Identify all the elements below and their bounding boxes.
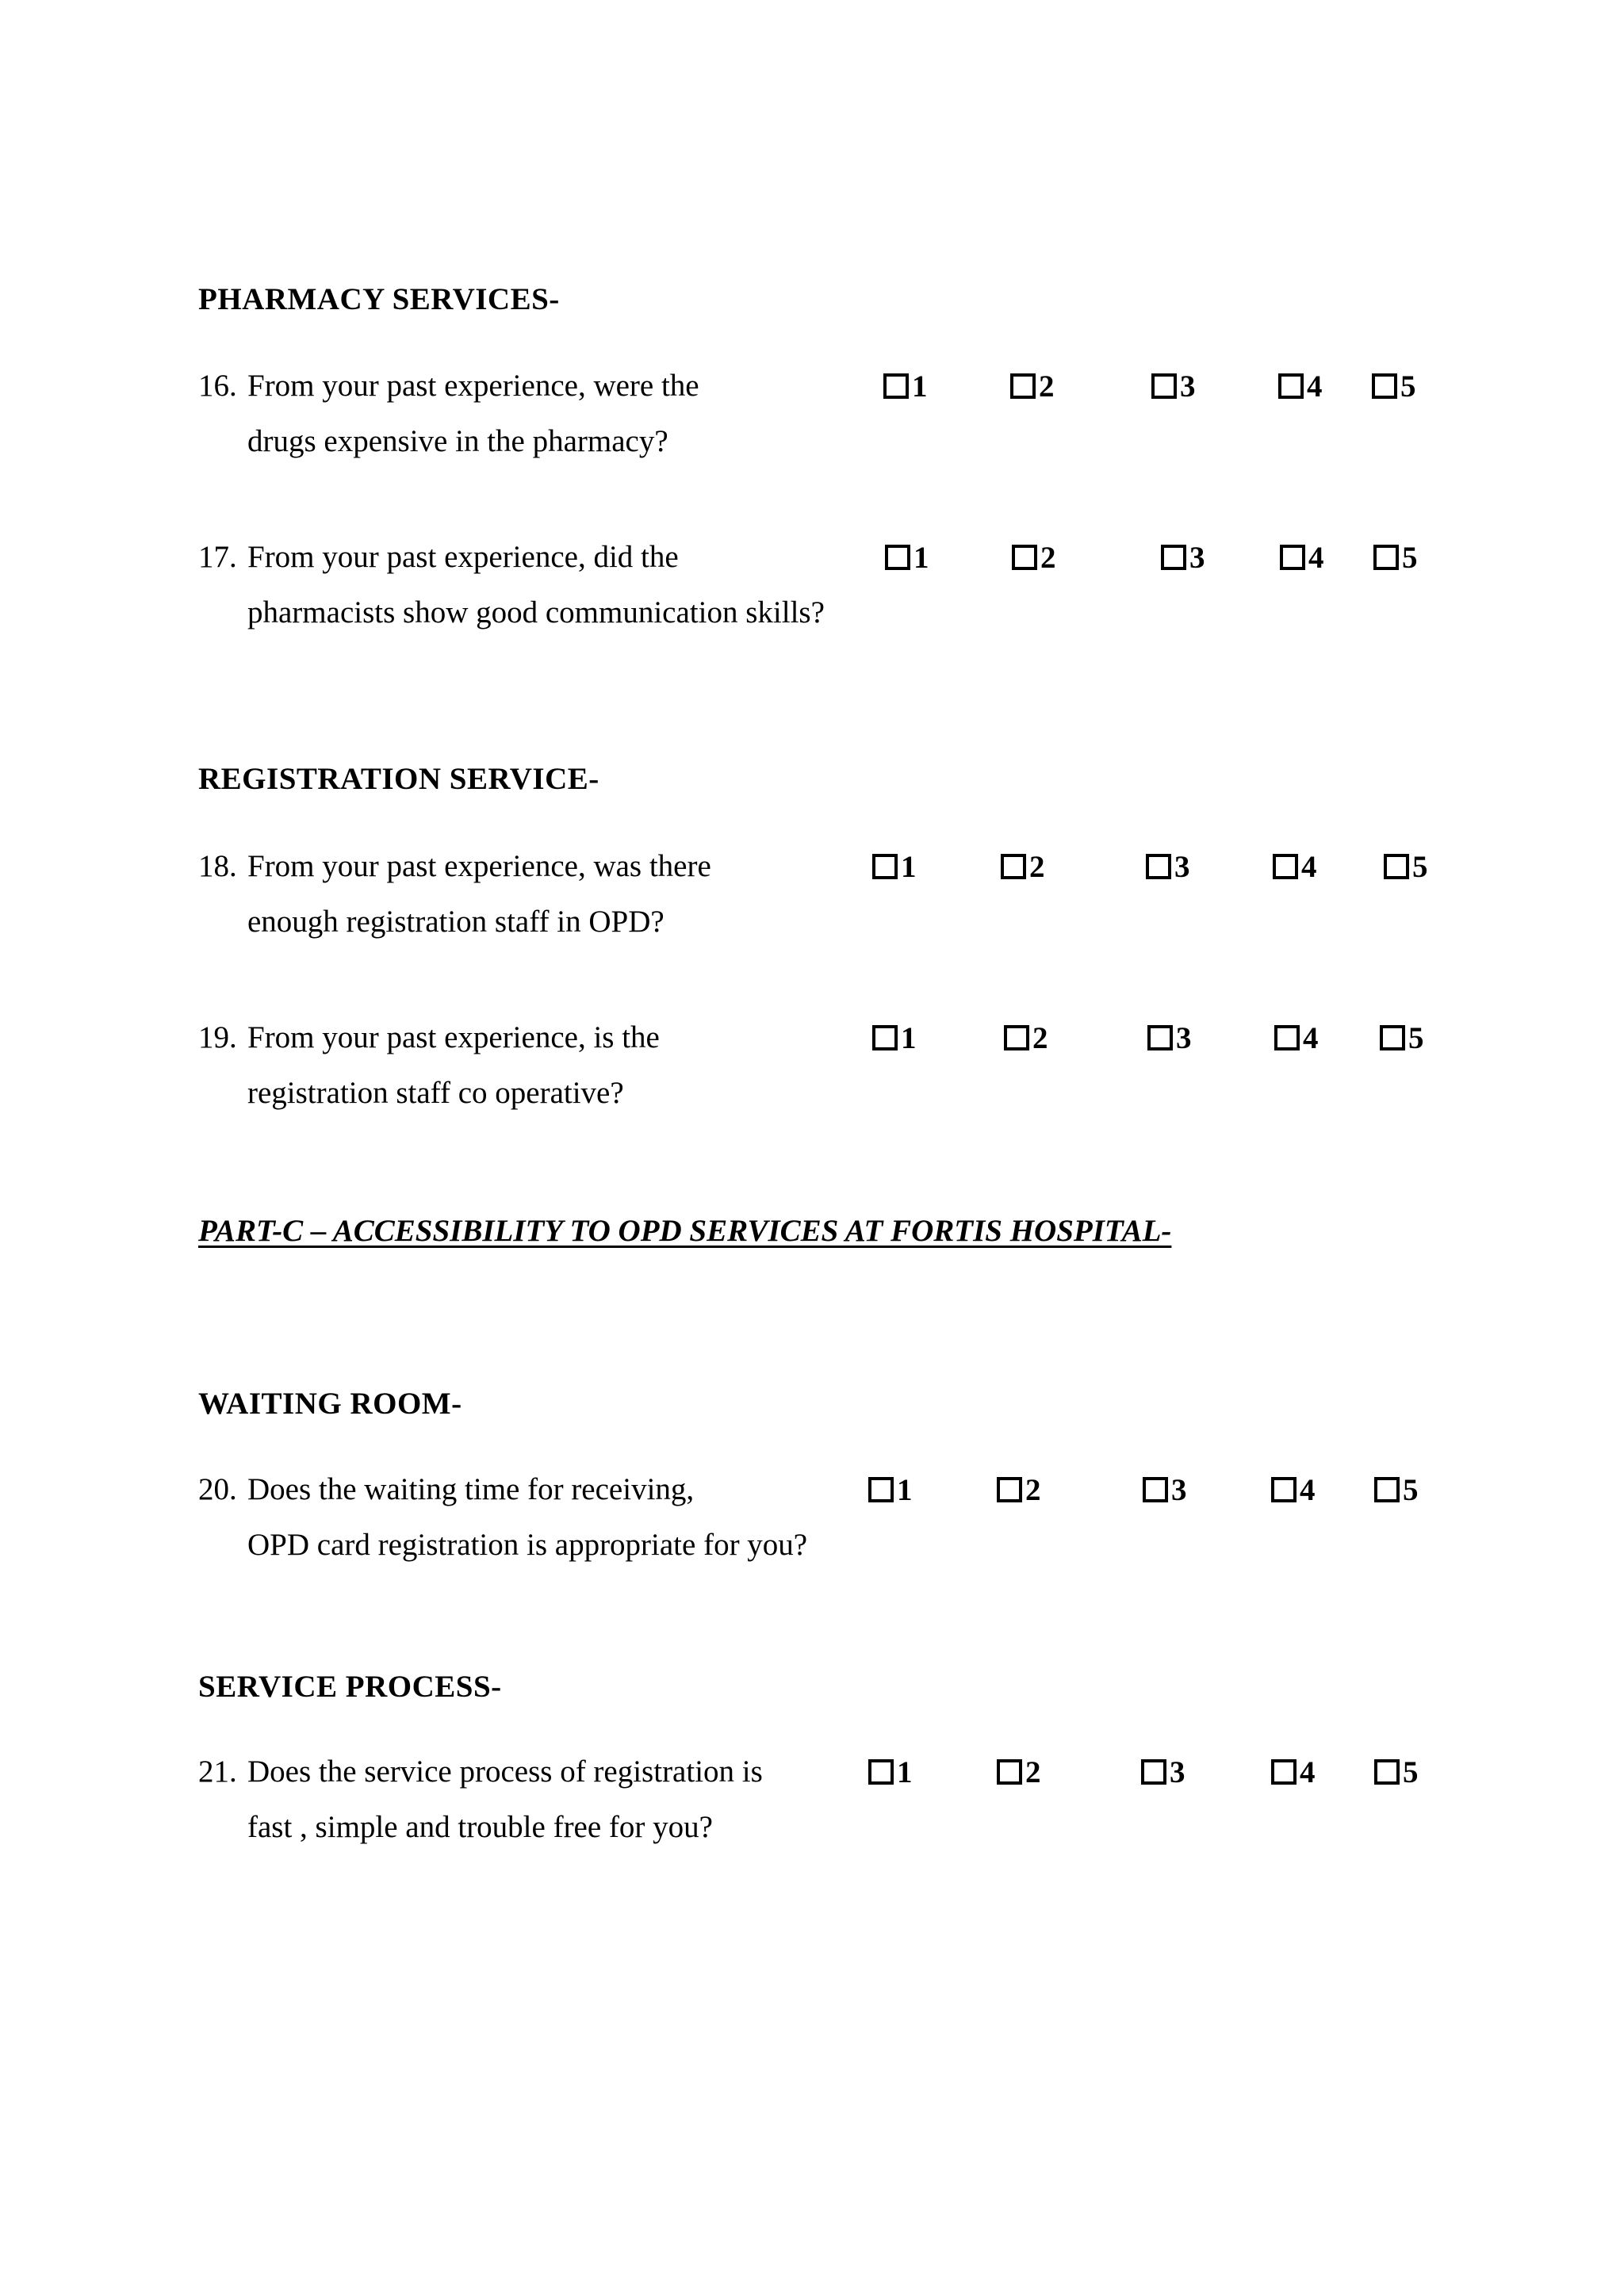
checkbox-icon[interactable]: [1004, 1025, 1029, 1050]
checkbox-icon[interactable]: [883, 373, 909, 399]
checkbox-icon[interactable]: [1372, 373, 1397, 399]
section-heading-pharmacy: PHARMACY SERVICES-: [198, 282, 560, 316]
checkbox-icon[interactable]: [1373, 545, 1399, 570]
question-text-line2: drugs expensive in the pharmacy?: [247, 424, 668, 458]
option-3[interactable]: 3: [1141, 1754, 1185, 1790]
option-4[interactable]: 4: [1280, 539, 1324, 576]
option-4[interactable]: 4: [1271, 1471, 1316, 1508]
checkbox-icon[interactable]: [1143, 1477, 1168, 1502]
option-5[interactable]: 5: [1380, 1020, 1424, 1056]
checkbox-icon[interactable]: [1146, 854, 1171, 879]
question-number: 17.: [198, 540, 237, 574]
option-1[interactable]: 1: [868, 1754, 913, 1790]
part-c-heading: PART-C – ACCESSIBILITY TO OPD SERVICES AT FORTIS HOSPITAL-: [198, 1214, 1172, 1248]
section-heading-service-process: SERVICE PROCESS-: [198, 1670, 502, 1704]
option-3[interactable]: 3: [1147, 1020, 1192, 1056]
checkbox-icon[interactable]: [1380, 1025, 1405, 1050]
option-3[interactable]: 3: [1161, 539, 1205, 576]
question-16: [198, 368, 1507, 495]
checkbox-icon[interactable]: [997, 1477, 1022, 1502]
option-5[interactable]: 5: [1374, 1754, 1419, 1790]
question-number: 21.: [198, 1755, 237, 1789]
checkbox-icon[interactable]: [872, 1025, 898, 1050]
question-20: [198, 1471, 1507, 1598]
checkbox-icon[interactable]: [1271, 1477, 1297, 1502]
question-text-line1: From your past experience, was there: [247, 849, 711, 883]
option-2[interactable]: 2: [1010, 368, 1055, 404]
option-3[interactable]: 3: [1151, 368, 1196, 404]
option-1[interactable]: 1: [883, 368, 928, 404]
checkbox-icon[interactable]: [1278, 373, 1304, 399]
question-21: [198, 1754, 1507, 1881]
question-19: [198, 1020, 1507, 1146]
option-2[interactable]: 2: [997, 1754, 1041, 1790]
option-5[interactable]: 5: [1372, 368, 1416, 404]
option-4[interactable]: 4: [1278, 368, 1323, 404]
option-2[interactable]: 2: [1001, 848, 1045, 885]
question-text-line1: From your past experience, were the: [247, 369, 699, 403]
question-number: 19.: [198, 1020, 237, 1054]
option-3[interactable]: 3: [1146, 848, 1190, 885]
question-text-line1: Does the waiting time for receiving,: [247, 1472, 695, 1506]
question-17: [198, 539, 1507, 666]
checkbox-icon[interactable]: [997, 1759, 1022, 1785]
checkbox-icon[interactable]: [1280, 545, 1305, 570]
checkbox-icon[interactable]: [872, 854, 898, 879]
option-2[interactable]: 2: [1012, 539, 1056, 576]
section-heading-waiting-room: WAITING ROOM-: [198, 1387, 462, 1421]
checkbox-icon[interactable]: [868, 1477, 894, 1502]
question-text-line2: fast , simple and trouble free for you?: [247, 1810, 713, 1844]
option-4[interactable]: 4: [1274, 1020, 1319, 1056]
option-5[interactable]: 5: [1384, 848, 1428, 885]
question-text-line2: registration staff co operative?: [247, 1076, 624, 1110]
option-2[interactable]: 2: [997, 1471, 1041, 1508]
section-heading-registration: REGISTRATION SERVICE-: [198, 762, 599, 796]
checkbox-icon[interactable]: [1374, 1759, 1400, 1785]
option-2[interactable]: 2: [1004, 1020, 1048, 1056]
checkbox-icon[interactable]: [1374, 1477, 1400, 1502]
option-4[interactable]: 4: [1273, 848, 1317, 885]
question-text-line2: enough registration staff in OPD?: [247, 905, 665, 939]
option-1[interactable]: 1: [872, 848, 917, 885]
checkbox-icon[interactable]: [1274, 1025, 1300, 1050]
option-3[interactable]: 3: [1143, 1471, 1187, 1508]
checkbox-icon[interactable]: [1384, 854, 1409, 879]
checkbox-icon[interactable]: [1012, 545, 1037, 570]
checkbox-icon[interactable]: [1010, 373, 1036, 399]
option-4[interactable]: 4: [1271, 1754, 1316, 1790]
option-5[interactable]: 5: [1374, 1471, 1419, 1508]
question-number: 18.: [198, 849, 237, 883]
checkbox-icon[interactable]: [1273, 854, 1298, 879]
option-1[interactable]: 1: [872, 1020, 917, 1056]
option-1[interactable]: 1: [868, 1471, 913, 1508]
question-18: [198, 848, 1507, 975]
question-text-line1: Does the service process of registration is: [247, 1755, 763, 1789]
question-text-line1: From your past experience, did the: [247, 540, 679, 574]
checkbox-icon[interactable]: [1147, 1025, 1173, 1050]
question-number: 20.: [198, 1472, 237, 1506]
question-text-line2: pharmacists show good communication skills?: [247, 595, 825, 629]
question-text-line2: OPD card registration is appropriate for you?: [247, 1528, 808, 1562]
checkbox-icon[interactable]: [1161, 545, 1186, 570]
question-number: 16.: [198, 369, 237, 403]
checkbox-icon[interactable]: [1271, 1759, 1297, 1785]
checkbox-icon[interactable]: [1151, 373, 1177, 399]
checkbox-icon[interactable]: [1141, 1759, 1166, 1785]
checkbox-icon[interactable]: [885, 545, 910, 570]
option-5[interactable]: 5: [1373, 539, 1418, 576]
option-1[interactable]: 1: [885, 539, 929, 576]
question-text-line1: From your past experience, is the: [247, 1020, 660, 1054]
checkbox-icon[interactable]: [868, 1759, 894, 1785]
checkbox-icon[interactable]: [1001, 854, 1026, 879]
